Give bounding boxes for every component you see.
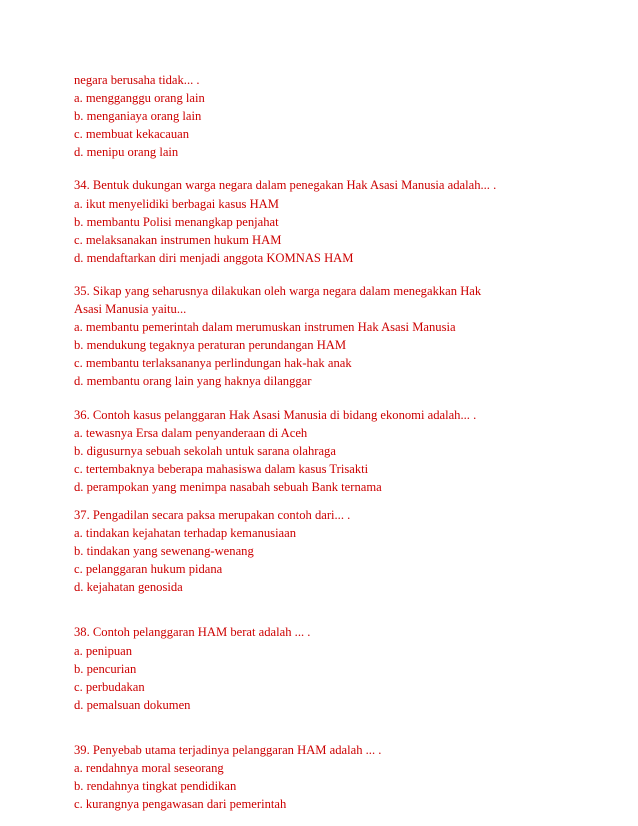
option-d: d. pemalsuan dokumen: [74, 697, 191, 712]
question-text: negara berusaha tidak... .: [74, 73, 200, 87]
option-c: c. membantu terlaksananya perlindungan hak-hak anak: [74, 356, 352, 371]
question-text: 37. Pengadilan secara paksa merupakan contoh dari... .: [74, 507, 351, 522]
question-text: 34. Bentuk dukungan warga negara dalam penegakan Hak Asasi Manusia adalah... .: [74, 178, 497, 193]
option-a: a. rendahnya moral seseorang: [74, 761, 224, 775]
option-b: b. membantu Polisi menangkap penjahat: [74, 214, 279, 229]
option-a: a. ikut menyelidiki berbagai kasus HAM: [74, 196, 279, 211]
option-a: a. mengganggu orang lain: [74, 91, 205, 106]
option-c: c. kurangnya pengawasan dari pemerintah: [74, 797, 287, 812]
question-33-continuation: [74, 71, 594, 161]
question-text-cont: Asasi Manusia yaitu...: [74, 302, 187, 317]
option-d: d. membantu orang lain yang haknya dilanggar: [74, 374, 312, 389]
option-b: b. mendukung tegaknya peraturan perundangan HAM: [74, 338, 347, 353]
question-text: 38. Contoh pelanggaran HAM berat adalah ... .: [74, 625, 311, 640]
option-c: c. melaksanakan instrumen hukum HAM: [74, 232, 282, 247]
option-b: b. pencurian: [74, 661, 137, 676]
question-text: 36. Contoh kasus pelanggaran Hak Asasi Manusia di bidang ekonomi adalah... .: [74, 407, 477, 422]
option-d: d. menipu orang lain: [74, 145, 179, 160]
option-b: b. tindakan yang sewenang-wenang: [74, 544, 254, 559]
question-35: [74, 282, 594, 391]
option-a: a. penipuan: [74, 643, 133, 658]
option-c: c. pelanggaran hukum pidana: [74, 562, 223, 577]
question-text: 35. Sikap yang seharusnya dilakukan oleh warga negara dalam menegakkan Hak: [74, 283, 482, 298]
option-c: c. tertembaknya beberapa mahasiswa dalam kasus Trisakti: [74, 461, 369, 476]
option-c: c. membuat kekacauan: [74, 127, 190, 142]
option-a: a. membantu pemerintah dalam merumuskan instrumen Hak Asasi Manusia: [74, 320, 456, 335]
option-a: a. tindakan kejahatan terhadap kemanusiaan: [74, 526, 297, 541]
option-d: d. kejahatan genosida: [74, 580, 183, 595]
option-a: a. tewasnya Ersa dalam penyanderaan di Aceh: [74, 425, 308, 440]
option-c: c. perbudakan: [74, 679, 145, 694]
document-page: [74, 71, 594, 813]
question-39: [74, 741, 594, 813]
question-text: 39. Penyebab utama terjadinya pelanggaran HAM adalah ... .: [74, 742, 382, 757]
option-b: b. rendahnya tingkat pendidikan: [74, 779, 237, 794]
question-34: [74, 176, 594, 266]
question-37: [74, 506, 594, 596]
option-b: b. menganiaya orang lain: [74, 109, 202, 124]
question-38: [74, 623, 594, 713]
option-d: d. mendaftarkan diri menjadi anggota KOMNAS HAM: [74, 250, 354, 265]
option-d: d. perampokan yang menimpa nasabah sebuah Bank ternama: [74, 479, 382, 494]
question-36: [74, 406, 594, 496]
option-b: b. digusurnya sebuah sekolah untuk sarana olahraga: [74, 443, 336, 458]
